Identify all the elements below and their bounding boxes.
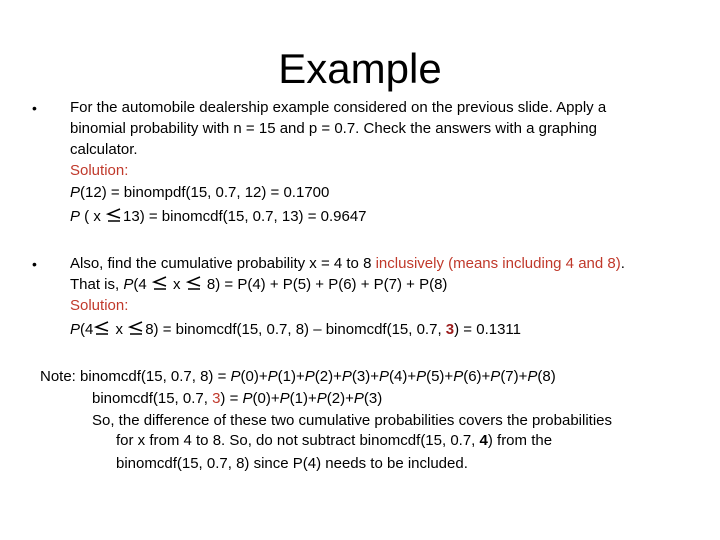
note-line-5: binomcdf(15, 0.7, 8) since P(4) needs to be included. [116,455,468,472]
prob-symbol: P [279,390,290,407]
prob-symbol: P [527,368,538,385]
line-text: That is, [70,276,124,293]
prob-symbol: P [453,368,464,385]
slide-title: Example [278,45,442,92]
note-terms [243,390,383,407]
bullet-1-solution-label: Solution: [70,162,129,179]
equation-text: ) = 0.1311 [454,321,521,338]
prob-symbol: P [341,368,352,385]
prob-symbol: P [267,368,278,385]
line-text: x [168,276,185,293]
term-text: (7)+ [500,368,528,385]
term-text: (5)+ [426,368,454,385]
term-text: (1)+ [289,390,317,407]
prob-symbol: P [416,368,427,385]
equation-text: 13) = binomcdf(15, 0.7, 13) = 0.9647 [123,208,367,225]
term-text: (6)+ [463,368,491,385]
equation-text: x [111,321,128,338]
note-line-2 [92,389,382,409]
bullet-1-equation-1 [70,183,329,203]
prob-symbol: P [123,276,134,293]
highlight-four: 4 [479,432,488,449]
equation-text: (12) = binompdf(15, 0.7, 12) = 0.1700 [80,184,330,201]
line-text: ) from the [487,432,553,449]
line-text: for x from 4 to 8. So, do not subtract binomcdf(15, 0.7, [116,432,480,449]
less-than-or-equal-icon [185,275,203,291]
bullet-2-line-2 [70,275,447,295]
bullet-1-line-1: For the automobile dealership example considered on the previous slide. Apply a [70,99,607,116]
equation-text: (4 [80,321,94,338]
bullet-1-equation-2 [70,207,367,227]
prob-symbol: P [242,390,253,407]
note-line-3: So, the difference of these two cumulative probabilities covers the probabilities [92,412,613,429]
less-than-or-equal-icon [105,207,123,223]
bullet-2-equation [70,320,521,340]
note-label: Note: binomcdf(15, 0.7, 8) = [40,368,231,385]
prob-symbol: P [70,321,81,338]
line-text: . [620,255,625,272]
term-text: (3)+ [351,368,379,385]
term-text: (8) [537,368,556,385]
less-than-or-equal-icon [127,320,145,336]
note-line-4 [116,431,552,451]
term-text: (0)+ [240,368,268,385]
highlight-three: 3 [445,321,455,338]
prob-symbol: P [230,368,241,385]
bullet-1-marker: • [32,100,37,116]
note-terms [231,368,556,385]
line-text: (4 [133,276,151,293]
term-text: (0)+ [252,390,280,407]
bullet-2-line-1 [70,254,625,274]
highlight-inclusive: inclusively (means including 4 and 8) [375,255,621,272]
prob-symbol: P [378,368,389,385]
term-text: (3) [363,390,383,407]
bullet-2-marker: • [32,256,37,272]
equation-text: 8) = binomcdf(15, 0.7, 8) – binomcdf(15, 0.7, [145,321,446,338]
bullet-2-solution-label: Solution: [70,297,129,314]
less-than-or-equal-icon [93,320,111,336]
term-text: (1)+ [277,368,305,385]
bullet-1-line-2: binomial probability with n = 15 and p = 0.7. Check the answers with a graphing [70,120,597,137]
line-text: 8) = P(4) + P(5) + P(6) + P(7) + P(8) [202,276,448,293]
prob-symbol: P [70,184,81,201]
prob-symbol: P [490,368,501,385]
line-text: ) = [220,390,243,407]
term-text: (2)+ [326,390,354,407]
term-text: (2)+ [314,368,342,385]
prob-symbol: P [316,390,327,407]
prob-symbol: P [70,208,81,225]
highlight-three: 3 [212,390,221,407]
prob-symbol: P [304,368,315,385]
bullet-1-line-3: calculator. [70,141,138,158]
line-text: Also, find the cumulative probability x = 4 to 8 [70,255,376,272]
prob-symbol: P [353,390,364,407]
equation-text: ( x [80,208,106,225]
note-line-1 [40,367,556,387]
less-than-or-equal-icon [151,275,169,291]
line-text: binomcdf(15, 0.7, [92,390,213,407]
term-text: (4)+ [388,368,417,385]
